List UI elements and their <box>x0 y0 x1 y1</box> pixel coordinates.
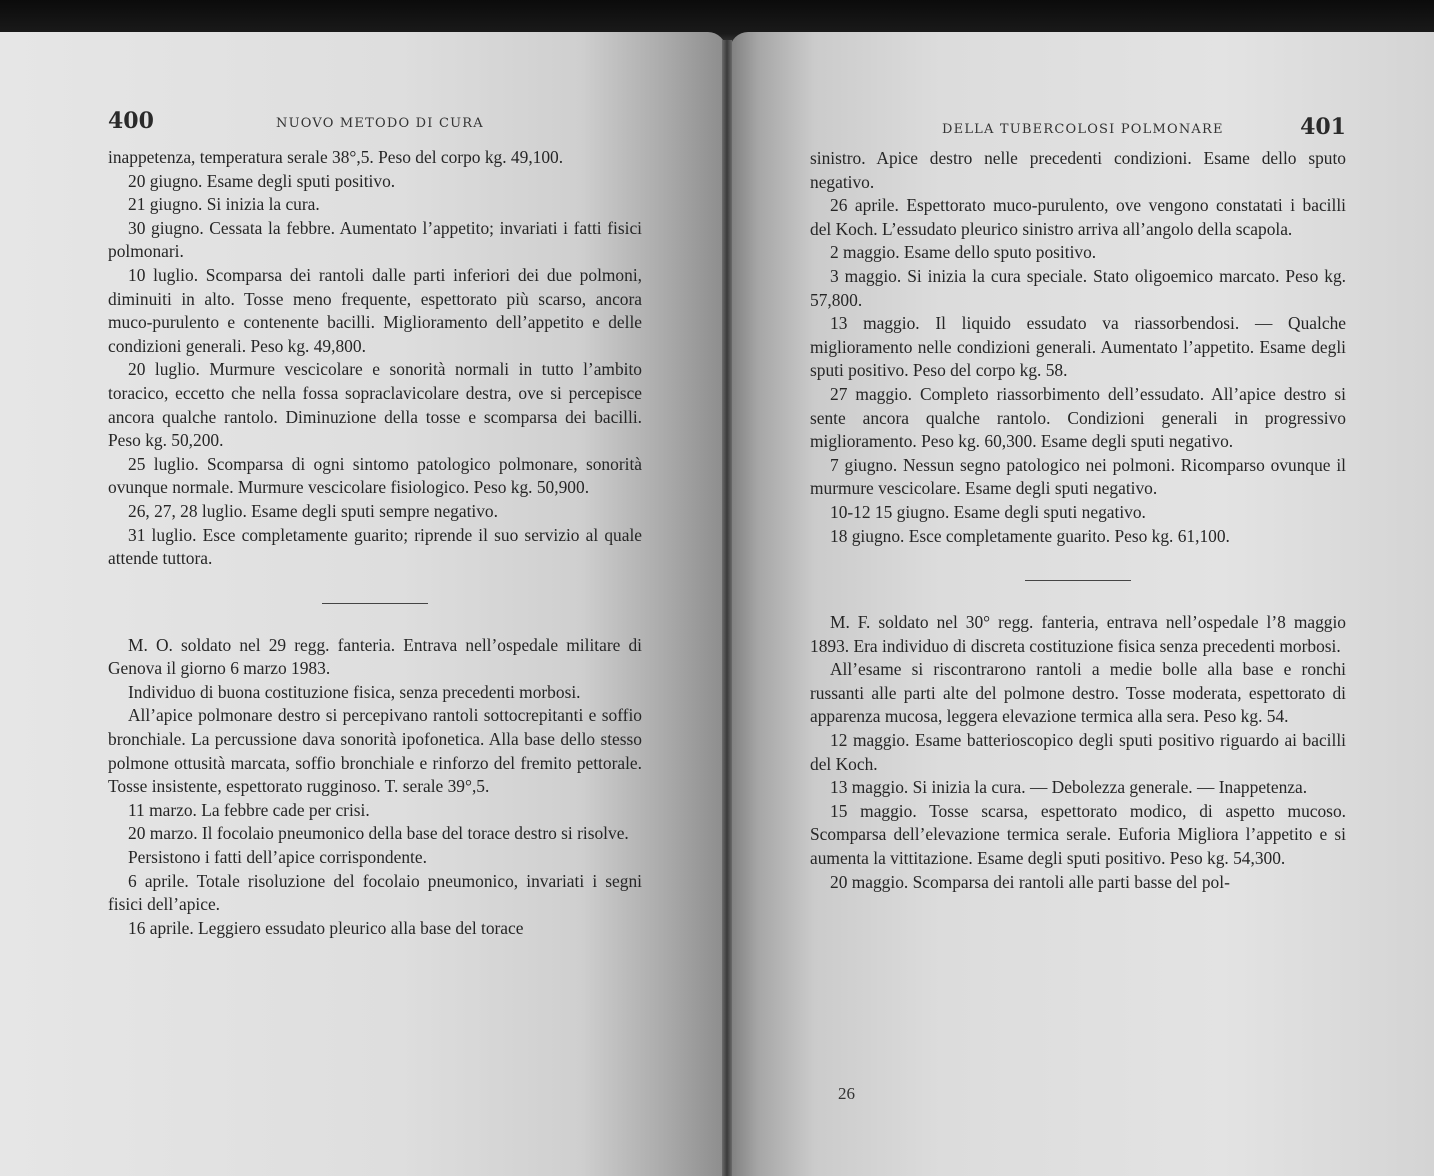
right-running-head: DELLA TUBERCOLOSI POLMONARE <box>942 122 1224 137</box>
paragraph: 20 giugno. Esame degli sputi positivo. <box>128 170 396 191</box>
book-gutter <box>722 40 732 1176</box>
paragraph: 3 maggio. Si inizia la cura speciale. Stato oligoemico marcato. Peso kg. 57,800. <box>810 265 1346 310</box>
paragraph: All’apice polmonare destro si percepivano rantoli sottocrepitanti e soffio bronchiale. La percussione dava sonorità ipofonetica. Alla base dello stesso polmone ottusità marcata, soffio bronchiale e rinforzo del fremito pettorale. Tosse insistente, espettorato rugginoso. T. serale 39°,5. <box>108 705 642 797</box>
paragraph: 13 maggio. Il liquido essudato va riassorbendosi. — Qualche miglioramento nelle condizioni generali. Aumentato l’appetito. Esame degli sputi positivo. Peso del corpo kg. 58. <box>810 313 1346 381</box>
paragraph: 20 marzo. Il focolaio pneumonico della base del torace destro si risolve. <box>128 823 629 844</box>
left-page-header <box>108 108 648 138</box>
paragraph: 13 maggio. Si inizia la cura. — Debolezza generale. — Inappetenza. <box>830 777 1308 798</box>
paragraph: 18 giugno. Esce completamente guarito. Peso kg. 61,100. <box>830 525 1230 546</box>
right-case-b <box>810 611 1346 894</box>
paragraph: inappetenza, temperatura serale 38°,5. Peso del corpo kg. 49,100. <box>108 147 564 167</box>
paragraph: 16 aprile. Leggiero essudato pleurico alla base del torace <box>128 917 524 938</box>
section-separator <box>1025 580 1131 581</box>
paragraph: M. O. soldato nel 29 regg. fanteria. Entrava nell’ospedale militare di Genova il giorno 6 marzo 1983. <box>108 634 642 679</box>
paragraph: 7 giugno. Nessun segno patologico nei polmoni. Ricomparso ovunque il murmure vescicolare. Esame degli sputi negativo. <box>810 454 1346 499</box>
paragraph: Individuo di buona costituzione fisica, senza precedenti morbosi. <box>128 681 581 702</box>
paragraph: 10 luglio. Scomparsa dei rantoli dalle parti inferiori dei due polmoni, diminuiti in alto. Tosse meno frequente, espettorato più scarso, ancora muco-purulento e contenente bacilli. Miglioramento dell’appetito e delle condizioni generali. Peso kg. 49,800. <box>108 264 642 356</box>
left-running-head: NUOVO METODO DI CURA <box>276 116 484 131</box>
paragraph: 26 aprile. Espettorato muco-purulento, ove vengono constatati i bacilli del Koch. L’essudato pleurico sinistro arriva all’angolo della scapola. <box>810 195 1346 239</box>
left-page-number: 400 <box>108 108 154 134</box>
paragraph: Persistono i fatti dell’apice corrispondente. <box>128 847 427 868</box>
paragraph: 25 luglio. Scomparsa di ogni sintomo patologico polmonare, sonorità ovunque normale. Murmure vescicolare fisiologico. Peso kg. 50,900. <box>108 453 642 498</box>
paragraph: 27 maggio. Completo riassorbimento dell’essudato. All’apice destro si sente ancora qualche rantolo. Condizioni generali in progressivo miglioramento. Peso kg. 60,300. Esame degli sputi negativo. <box>810 383 1346 452</box>
paragraph: 12 maggio. Esame batterioscopico degli sputi positivo riguardo ai bacilli del Koch. <box>810 730 1346 774</box>
paragraph: M. F. soldato nel 30° regg. fanteria, entrava nell’ospedale l’8 maggio 1893. Era individuo di discreta costituzione fisica senza precedenti morbosi. <box>810 612 1346 656</box>
paragraph: 20 maggio. Scomparsa dei rantoli alle parti basse del pol- <box>830 871 1230 892</box>
signature-mark: 26 <box>838 1084 855 1103</box>
paragraph: 21 giugno. Si inizia la cura. <box>128 194 320 215</box>
section-separator <box>322 603 428 604</box>
paragraph: 10-12 15 giugno. Esame degli sputi negativo. <box>830 501 1146 522</box>
paragraph: 30 giugno. Cessata la febbre. Aumentato l’appetito; invariati i fatti fisici polmonari. <box>108 217 642 262</box>
right-page-header <box>810 114 1346 144</box>
paragraph: 15 maggio. Tosse scarsa, espettorato modico, di aspetto mucoso. Scomparsa dell’elevazione termica serale. Euforia Migliora l’appetito e si aumenta la vittitazione. Esame degli sputi positivo. Peso kg. 54,300. <box>810 800 1346 869</box>
right-page-number: 401 <box>1300 114 1346 140</box>
paragraph: 31 luglio. Esce completamente guarito; riprende il suo servizio al quale attende tuttora. <box>108 524 642 569</box>
paragraph: 11 marzo. La febbre cade per crisi. <box>128 799 370 820</box>
right-case-a <box>810 147 1346 548</box>
paragraph: 20 luglio. Murmure vescicolare e sonorità normali in tutto l’ambito toracico, eccetto che nella fossa sopraclavicolare destra, ove si percepisce ancora qualche rantolo. Diminuzione della tosse e scomparsa dei bacilli. Peso kg. 50,200. <box>108 359 642 451</box>
paragraph: 2 maggio. Esame dello sputo positivo. <box>830 242 1097 263</box>
left-case-b <box>108 634 642 941</box>
left-case-a <box>108 146 642 571</box>
left-page-body <box>108 146 642 940</box>
right-page-body <box>810 147 1346 894</box>
paragraph: All’esame si riscontrarono rantoli a medie bolle alla base e ronchi russanti alle parti alte del polmone destro. Tosse moderata, espettorato di apparenza mucosa, leggera elevazione termica alla sera. Peso kg. 54. <box>810 659 1346 727</box>
paragraph: 6 aprile. Totale risoluzione del focolaio pneumonico, invariati i segni fisici dell’apice. <box>108 870 642 915</box>
paragraph: 26, 27, 28 luglio. Esame degli sputi sempre negativo. <box>128 500 498 521</box>
paragraph: sinistro. Apice destro nelle precedenti condizioni. Esame dello sputo negativo. <box>810 148 1346 192</box>
